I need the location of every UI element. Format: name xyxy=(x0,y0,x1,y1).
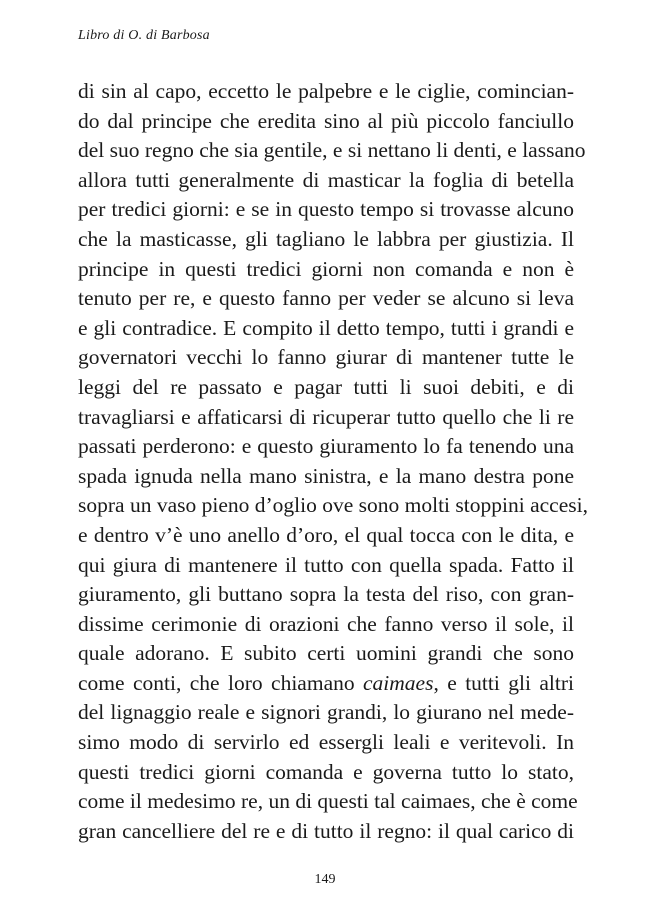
text-segment: gran cancelliere del re e di tutto il regno: il qual carico di xyxy=(78,818,574,843)
text-line xyxy=(78,432,574,462)
text-segment: passati perderono: e questo giuramento lo fa tenendo una xyxy=(78,434,574,459)
text-segment: leggi del re passato e pagar tutti li suoi debiti, e di xyxy=(78,374,574,399)
italic-term: caimaes xyxy=(363,670,434,695)
text-line xyxy=(78,698,574,728)
text-segment: di sin al capo, eccetto le palpebre e le ciglie, comincian- xyxy=(78,79,574,103)
text-line xyxy=(78,136,586,166)
text-segment: governatori vecchi lo fanno giurar di mantener tutte le xyxy=(78,345,574,370)
text-segment: do dal principe che eredita sino al più piccolo fanciullo xyxy=(78,108,574,133)
text-line xyxy=(78,403,574,433)
text-segment: del suo regno che sia gentile, e si nettano li denti, e lassano xyxy=(78,138,586,163)
text-line xyxy=(78,195,574,225)
text-segment: questi tredici giorni comanda e governa tutto lo stato, xyxy=(78,759,574,784)
text-segment: che la masticasse, gli tagliano le labbra per giustizia. Il xyxy=(78,226,574,251)
text-segment: come il medesimo re, un di questi tal caimaes, che è come xyxy=(78,789,578,814)
text-segment: e dentro v’è uno anello d’oro, el qual tocca con le dita, e xyxy=(78,522,574,547)
page-number: 149 xyxy=(314,872,336,887)
text-line xyxy=(78,166,574,196)
text-line xyxy=(78,728,574,758)
text-line xyxy=(78,639,574,669)
text-line xyxy=(78,77,574,107)
text-segment: per tredici giorni: e se in questo tempo si trovasse alcuno xyxy=(78,197,574,222)
text-segment: dissime cerimonie di orazioni che fanno verso il sole, il xyxy=(78,611,574,636)
text-line xyxy=(78,225,574,255)
body-text xyxy=(78,77,588,846)
text-segment: come conti, che loro chiamano xyxy=(78,670,364,695)
text-segment: tenuto per re, e questo fanno per veder se alcuno si leva xyxy=(78,286,574,311)
text-segment: sopra un vaso pieno d’oglio ove sono molti stoppini accesi, xyxy=(78,493,588,518)
text-line xyxy=(78,255,574,285)
text-line xyxy=(78,491,588,521)
text-line xyxy=(78,551,574,581)
running-head: Libro di O. di Barbosa xyxy=(78,28,210,43)
text-segment: spada ignuda nella mano sinistra, e la mano destra pone xyxy=(78,463,574,488)
text-line xyxy=(78,343,574,373)
text-segment: principe in questi tredici giorni non comanda e non è xyxy=(78,256,574,281)
text-line xyxy=(78,521,574,551)
text-line xyxy=(78,107,574,137)
text-line xyxy=(78,314,574,344)
text-line xyxy=(78,787,578,817)
text-line xyxy=(78,610,574,640)
text-segment: qui giura di mantenere il tutto con quella spada. Fatto il xyxy=(78,552,574,577)
text-line xyxy=(78,580,574,610)
text-segment: allora tutti generalmente di masticar la foglia di betella xyxy=(78,167,574,192)
text-segment: , e tutti gli altri xyxy=(433,670,574,695)
text-line xyxy=(78,669,574,699)
text-segment: simo modo di servirlo ed essergli leali e veritevoli. In xyxy=(78,730,574,755)
text-line xyxy=(78,284,574,314)
text-line xyxy=(78,758,574,788)
text-segment: e gli contradice. E compito il detto tempo, tutti i grandi e xyxy=(78,315,574,340)
text-segment: del lignaggio reale e signori grandi, lo giurano nel mede- xyxy=(78,700,574,725)
text-line xyxy=(78,373,574,403)
text-segment: travagliarsi e affaticarsi di ricuperar tutto quello che li re xyxy=(78,404,574,429)
text-line xyxy=(78,817,574,847)
text-segment: quale adorano. E subito certi uomini grandi che sono xyxy=(78,641,574,666)
text-line xyxy=(78,462,574,492)
text-segment: giuramento, gli buttano sopra la testa del riso, con gran- xyxy=(78,582,574,607)
